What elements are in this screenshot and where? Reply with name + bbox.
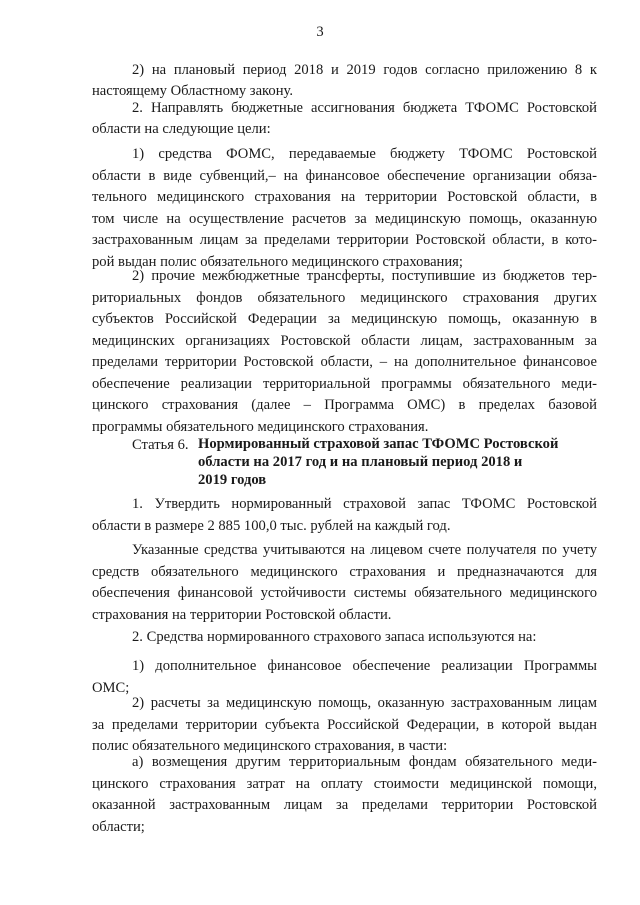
text-line: обеспечения финансовой устойчивости системы обязательного медицинского bbox=[92, 585, 597, 601]
text-line: 2) расчеты за медицинскую помощь, оказанную застрахованным лицам bbox=[132, 695, 597, 711]
text-line: тельного медицинского страхования на территории Ростовской области, в bbox=[92, 189, 597, 205]
text-line: области; bbox=[92, 819, 145, 835]
text-line: риториальных фондов обязательного медицинского страхования других bbox=[92, 290, 597, 306]
text-line: 2) на плановый период 2018 и 2019 годов согласно приложению 8 к bbox=[132, 62, 597, 78]
text-line: цинского страхования затрат на оплату стоимости медицинской помощи, bbox=[92, 776, 597, 792]
text-line: области в размере 2 885 100,0 тыс. рублей на каждый год. bbox=[92, 518, 451, 534]
text-line: обеспечение реализации территориальной программы обязательного меди- bbox=[92, 376, 597, 392]
article-title-line: Нормированный страховой запас ТФОМС Ростовской bbox=[198, 436, 559, 452]
text-line: 1) дополнительное финансовое обеспечение реализации Программы bbox=[132, 658, 597, 674]
article-title-line: 2019 годов bbox=[198, 472, 267, 488]
text-line: программы обязательного медицинского страхования. bbox=[92, 419, 429, 435]
text-line: настоящему Областному закону. bbox=[92, 83, 293, 99]
text-line: ОМС; bbox=[92, 680, 130, 696]
text-line: том числе на осуществление расчетов за медицинскую помощь, оказанную bbox=[92, 211, 597, 227]
text-line: полис обязательного медицинского страхования, в части: bbox=[92, 738, 448, 754]
text-line: медицинских организациях Ростовской области лицам, застрахованным за bbox=[92, 333, 597, 349]
text-line: 2. Направлять бюджетные ассигнования бюджета ТФОМС Ростовской bbox=[132, 100, 597, 116]
text-line: области на следующие цели: bbox=[92, 121, 271, 137]
text-line: 2) прочие межбюджетные трансферты, поступившие из бюджетов тер- bbox=[132, 268, 597, 284]
text-line: Указанные средства учитываются на лицевом счете получателя по учету bbox=[132, 542, 597, 558]
text-line: за пределами территории субъекта Российской Федерации, в которой выдан bbox=[92, 717, 597, 733]
text-line: рой выдан полис обязательного медицинского страхования; bbox=[92, 254, 463, 270]
text-line: а) возмещения другим территориальным фондам обязательного меди- bbox=[132, 754, 597, 770]
text-line: страхования на территории Ростовской области. bbox=[92, 607, 392, 623]
text-line: застрахованным лицам за пределами территории Ростовской области, в кото- bbox=[92, 232, 597, 248]
text-line: 2. Средства нормированного страхового запаса используются на: bbox=[132, 629, 537, 645]
text-line: 1) средства ФОМС, передаваемые бюджету ТФОМС Ростовской bbox=[132, 146, 597, 162]
text-line: пределами территории Ростовской области, – на дополнительное финансовое bbox=[92, 354, 597, 370]
text-line: средств обязательного медицинского страхования и предназначаются для bbox=[92, 564, 597, 580]
page-number: 3 bbox=[316, 24, 324, 40]
text-line: оказанной застрахованным лицам за пределами территории Ростовской bbox=[92, 797, 597, 813]
text-line: цинского страхования (далее – Программа ОМС) в пределах базовой bbox=[92, 397, 597, 413]
article-label: Статья 6. bbox=[132, 437, 189, 453]
article-title-line: области на 2017 год и на плановый период 2018 и bbox=[198, 454, 523, 470]
text-line: области в виде субвенций,– на финансовое обеспечение организации обяза- bbox=[92, 168, 597, 184]
text-line: 1. Утвердить нормированный страховой запас ТФОМС Ростовской bbox=[132, 496, 597, 512]
text-line: субъектов Российской Федерации за медицинскую помощь, оказанную в bbox=[92, 311, 597, 327]
